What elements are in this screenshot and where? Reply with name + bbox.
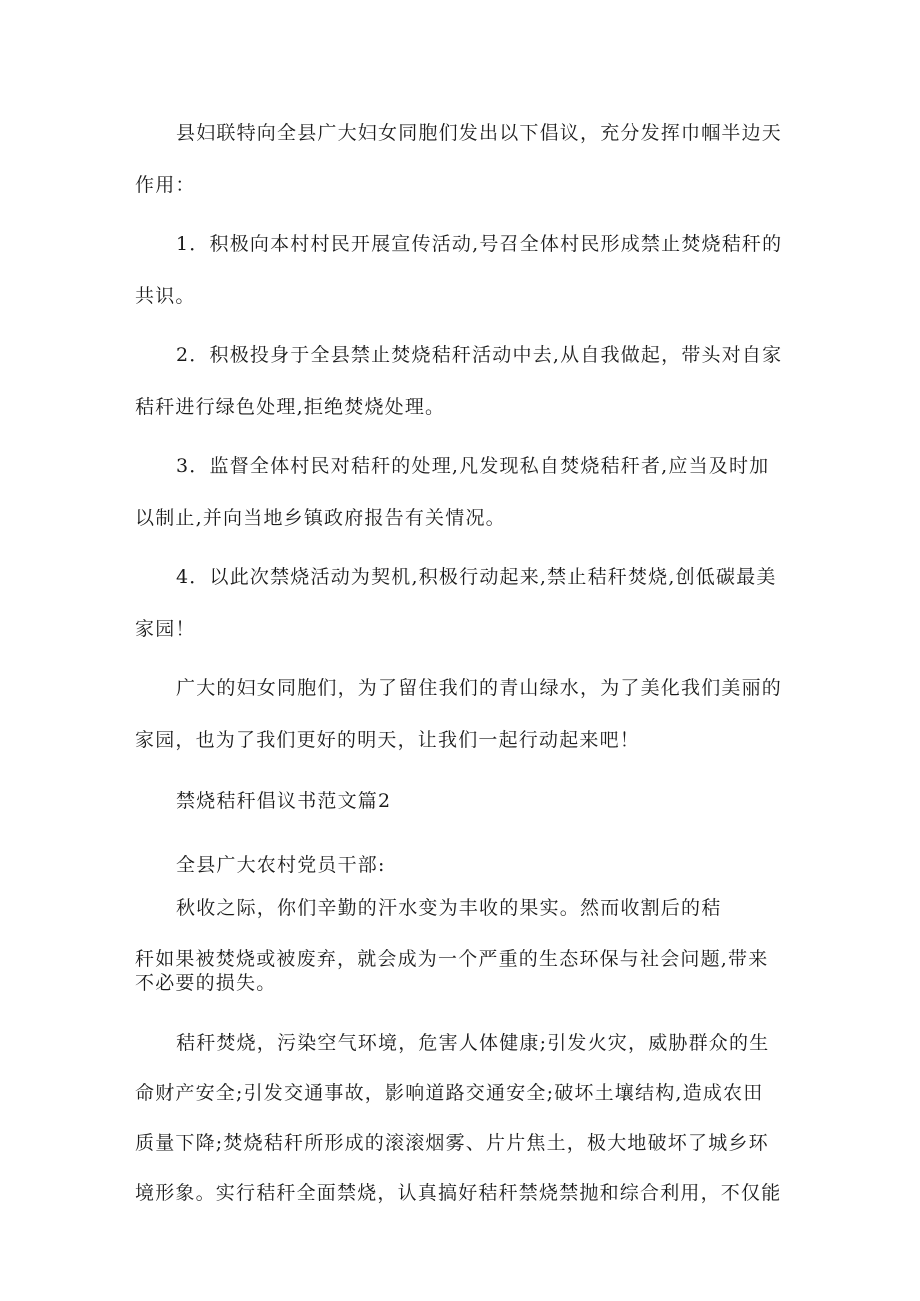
salutation: 全县广大农村党员干部: [176,854,386,876]
list-item-1-line-1: 1．积极向本村村民开展宣传活动,号召全体村民形成禁止焚烧秸秆的 [176,233,783,255]
last-paragraph-line-3: 质量下降;焚烧秸秆所形成的滚滚烟雾、片片焦土，极大地破坏了城乡环 [135,1132,769,1154]
section-title: 禁烧秸秆倡议书范文篇2 [176,790,392,812]
last-paragraph-line-4: 境形象。实行秸秆全面禁烧，认真搞好秸秆禁烧禁抛和综合利用，不仅能 [135,1182,782,1204]
intro-line-1: 秋收之际，你们辛勤的汗水变为丰收的果实。然而收割后的秸 [176,897,722,919]
last-paragraph-line-1: 秸秆焚烧，污染空气环境，危害人体健康;引发火灾，威胁群众的生 [176,1032,770,1054]
list-item-4-line-2: 家园！ [135,618,196,640]
intro-line-2: 秆如果被焚烧或被废弃，就会成为一个严重的生态环保与社会问题,带来 [135,948,769,970]
paragraph-1-line-1: 县妇联特向全县广大妇女同胞们发出以下倡议，充分发挥巾帼半边天 [176,122,783,144]
list-item-1-line-2: 共识。 [135,285,196,307]
list-item-3-line-1: 3．监督全体村民对秸秆的处理,凡发现私自焚烧秸秆者,应当及时加 [176,455,770,477]
list-item-4-line-1: 4．以此次禁烧活动为契机,积极行动起来,禁止秸秆焚烧,创低碳最美 [176,566,777,588]
last-paragraph-line-2: 命财产安全;引发交通事故，影响道路交通安全;破坏土壤结构,造成农田 [135,1082,764,1104]
list-item-3-line-2: 以制止,并向当地乡镇政府报告有关情况。 [135,507,506,529]
list-item-2-line-2: 秸秆进行绿色处理,拒绝焚烧处理。 [135,396,446,418]
intro-line-3: 不必要的损失。 [135,972,277,994]
list-item-2-line-1: 2．积极投身于全县禁止焚烧秸秆活动中去,从自我做起，带头对自家 [176,344,783,366]
closing-paragraph-line-2: 家园，也为了我们更好的明天，让我们一起行动起来吧！ [135,729,641,751]
paragraph-1-line-2: 作用： [135,174,196,196]
closing-paragraph-line-1: 广大的妇女同胞们，为了留住我们的青山绿水，为了美化我们美丽的 [176,677,783,699]
